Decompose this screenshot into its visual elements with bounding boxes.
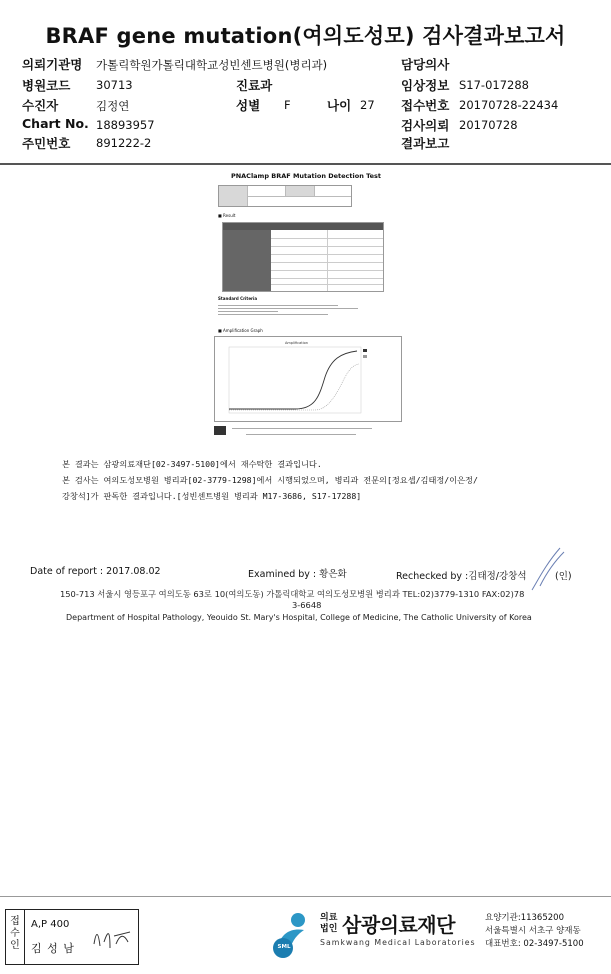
patient-value: 김정연 [96,99,130,113]
receipt-label: 접수번호 [401,98,450,113]
rrn-value: 891222-2 [96,136,152,150]
institution-label: 의뢰기관명 [22,57,83,72]
embedded-footer-logo [214,426,226,435]
rrn-label: 주민번호 [22,136,71,151]
body-line: 강창석]가 판독한 결과입니다.[성빈센트병원 병리과 M17-3686, S17-17288] [62,491,362,501]
embedded-patient-table [218,185,352,207]
age-label: 나이 [327,98,352,113]
embedded-criteria-label: Standard Criteria [218,296,258,301]
request-label: 검사의뢰 [401,118,450,133]
department-label: 진료과 [236,78,273,93]
org-address: 서울특별시 서초구 양재동 [485,926,581,936]
report-header [0,52,611,160]
embedded-footer-line [246,434,356,435]
stamp-code: A,P 400 [31,919,70,930]
patient-label: 수진자 [22,98,59,113]
stamp-label: 접수인 [10,916,20,951]
request-value: 20170728 [459,118,518,132]
foundation-prefix [320,913,337,935]
sml-logo-icon [270,910,314,960]
institution-value: 가톨릭학원가톨릭대학교성빈센트병원(병리과) [96,58,328,72]
embedded-result-table [222,222,384,292]
sml-logo-text: SML [277,944,291,950]
foundation-english: Samkwang Medical Laboratories [320,938,476,947]
chart-label: Chart No. [22,116,89,131]
report-title: BRAF gene mutation(여의도성모) 검사결과보고서 [45,24,566,48]
body-line: 본 결과는 삼광의료재단[02-3497-5100]에서 재수탁한 결과입니다. [62,459,322,469]
org-phone: 대표번호: 02-3497-5100 [485,939,584,949]
graph-plot-area [229,347,361,413]
foundation-prefix-1: 의료 [320,913,338,923]
age-value: 27 [360,98,375,112]
reception-stamp [5,909,139,965]
body-line: 본 검사는 여의도성모병원 병리과[02-3779-1298]에서 시행되었으며, 병리과 전문의[정요셉/김태정/이은정/ [62,475,478,485]
header-divider [0,163,611,165]
doctor-label: 담당의사 [401,57,450,72]
clinical-label: 임상정보 [401,78,450,93]
report-label: 결과보고 [401,136,450,151]
sex-value: F [284,98,291,112]
embedded-report [196,170,416,442]
hospital-code-value: 30713 [96,78,133,92]
amp-curve-main [229,351,357,409]
hospital-code-label: 병원코드 [22,78,71,93]
bottom-divider [0,896,611,897]
amp-curve-secondary [229,364,359,410]
embedded-result-label: ■ Result [218,213,236,218]
amplification-curve-svg [215,337,401,421]
sex-label: 성별 [236,98,261,113]
report-body [62,456,582,504]
foundation-prefix-2: 법인 [320,924,338,934]
legend-marker [363,349,367,352]
examined-by: Examined by : 황은화 [248,569,347,580]
amplification-graph-title: Amplification [285,341,308,345]
org-code: 요양기관:11365200 [485,913,564,923]
foundation-name: 삼광의료재단 [342,913,455,937]
date-of-report: Date of report : 2017.08.02 [30,566,161,577]
stamp-name: 김 성 남 [31,942,75,955]
english-dept: Department of Hospital Pathology, Yeouido St. Mary's Hospital, College of Medicine, The Catholic University of Korea [66,613,532,622]
clinical-value: S17-017288 [459,78,529,92]
stamp-signature [90,924,136,952]
sml-logo [270,910,314,960]
embedded-criteria-text [218,303,358,325]
foundation-contact [485,912,584,951]
seal: (인) [555,571,572,582]
embedded-report-title: PNAClamp BRAF Mutation Detection Test [230,172,382,180]
receipt-value: 20170728-22434 [459,98,559,112]
embedded-footer-line [232,428,372,429]
embedded-amp-label: ■ Amplification Graph [218,328,263,333]
address-line-1: 150-713 서울시 영등포구 여의도동 63로 10(여의도동) 가톨릭대학교 여의도성모병원 병리과 TEL:02)3779-1310 FAX:02)78 [60,589,525,599]
rechecked-by: Rechecked by :김태정/강창석 [396,571,527,582]
chart-value: 18893957 [96,118,155,132]
rechecker-signature [528,546,568,592]
address-line-2: 3-6648 [292,600,322,610]
amplification-graph [214,336,402,422]
legend-marker [363,355,367,358]
